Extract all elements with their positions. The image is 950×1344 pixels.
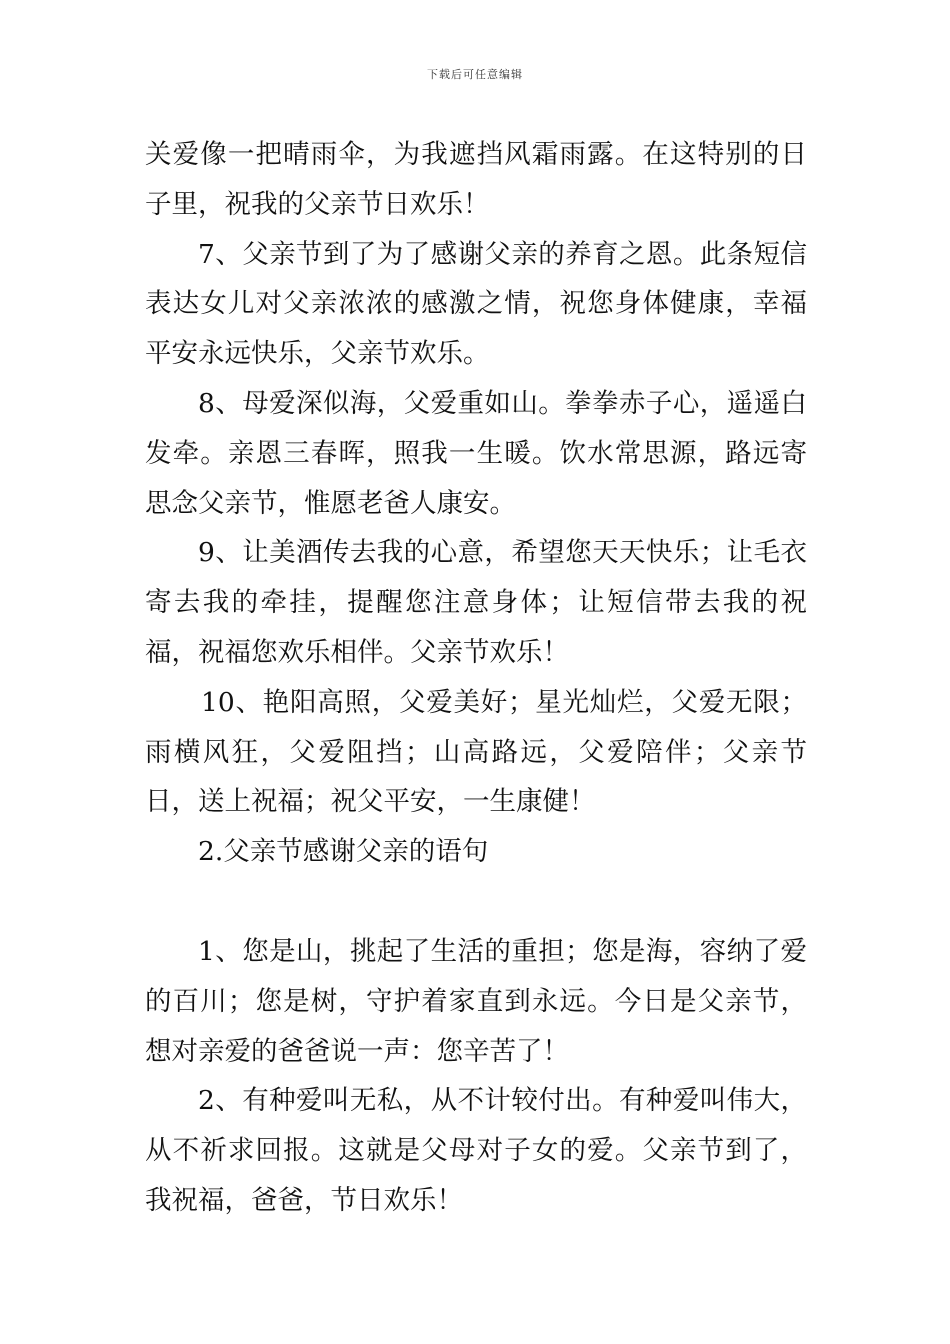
page-header-note: 下载后可任意编辑 bbox=[427, 68, 523, 81]
paragraph-10: 10、艳阳高照，父爱美好；星光灿烂，父爱无限；雨横风狂，父爱阻挡；山高路远，父爱陪伴；父亲节日，送上祝福；祝父平安，一生康健！ bbox=[145, 686, 807, 818]
paragraph-6-continuation: 关爱像一把晴雨伞，为我遮挡风霜雨露。在这特别的日子里，祝我的父亲节日欢乐！ bbox=[145, 139, 807, 220]
document-body bbox=[145, 130, 807, 1226]
paragraph-7: 7、父亲节到了为了感谢父亲的养育之恩。此条短信表达女儿对父亲浓浓的感激之情，祝您身体健康，幸福平安永远快乐，父亲节欢乐。 bbox=[145, 238, 807, 370]
paragraph-8: 8、母爱深似海，父爱重如山。拳拳赤子心，遥遥白发牵。亲恩三春晖，照我一生暖。饮水常思源，路远寄思念父亲节，惟愿老爸人康安。 bbox=[145, 387, 807, 519]
section-heading: 2.父亲节感谢父亲的语句 bbox=[198, 836, 489, 868]
section-2-paragraph-1: 1、您是山，挑起了生活的重担；您是海，容纳了爱的百川；您是树，守护着家直到永远。今日是父亲节，想对亲爱的爸爸说一声：您辛苦了！ bbox=[145, 935, 807, 1067]
section-2-paragraph-2: 2、有种爱叫无私，从不计较付出。有种爱叫伟大，从不祈求回报。这就是父母对子女的爱。父亲节到了，我祝福，爸爸，节日欢乐！ bbox=[145, 1085, 807, 1216]
section-spacer bbox=[145, 877, 807, 927]
paragraph-9: 9、让美酒传去我的心意，希望您天天快乐；让毛衣寄去我的牵挂，提醒您注意身体；让短信带去我的祝福，祝福您欢乐相伴。父亲节欢乐！ bbox=[145, 537, 807, 668]
